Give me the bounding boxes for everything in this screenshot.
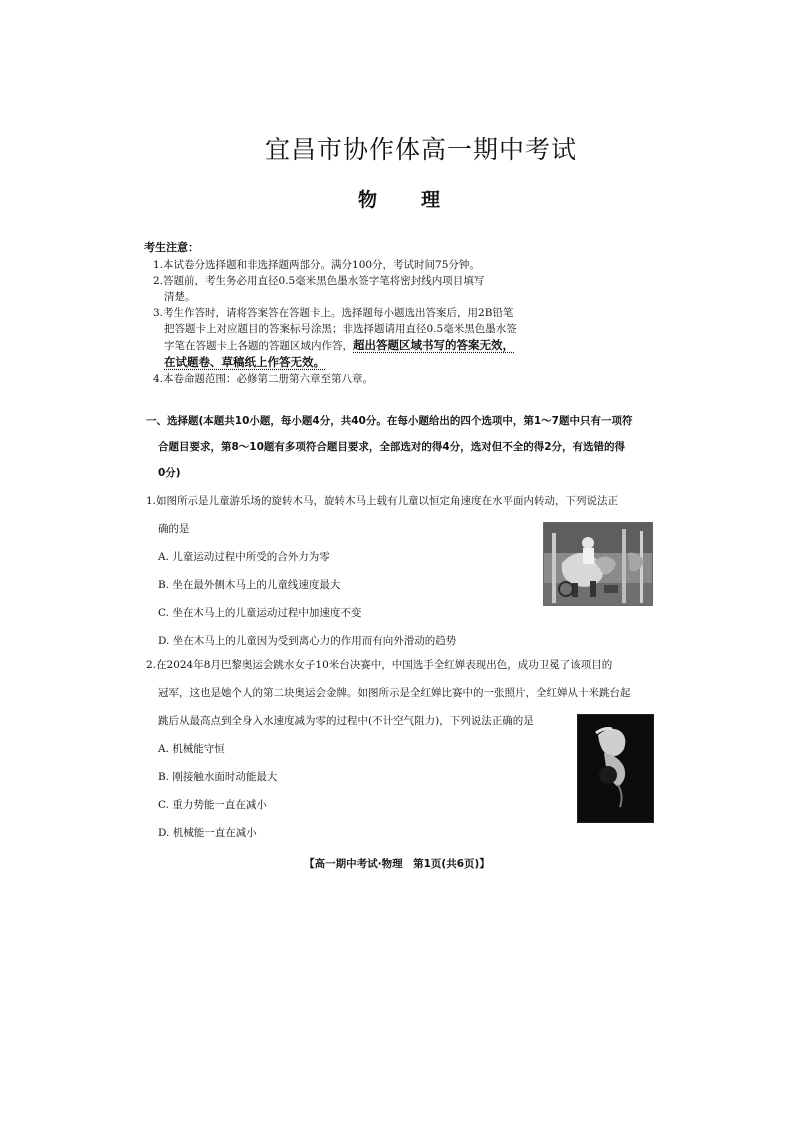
notice-heading: 考生注意： xyxy=(144,241,199,254)
question-2-option-b: B. 刚接触水面时动能最大 xyxy=(158,771,278,783)
subject-title: 物理 xyxy=(357,189,484,211)
question-2-option-a: A. 机械能守恒 xyxy=(158,743,225,755)
question-1-option-a: A. 儿童运动过程中所受的合外力为零 xyxy=(158,551,330,563)
notice-item-3-line3-text: 字笔在答题卡上各题的答题区域内作答， xyxy=(164,340,353,352)
question-1-stem-line1: 1.如图所示是儿童游乐场的旋转木马，旋转木马上载有儿童以恒定角速度在水平面内转动，下列说法正 xyxy=(146,495,619,507)
carousel-photo xyxy=(543,522,653,606)
notice-item-2-line1: 2.答题前，考生务必用直径0.5毫米黑色墨水签字笔将密封线内项目填写 xyxy=(153,275,485,287)
carousel-image xyxy=(544,523,652,605)
question-2-stem-line2: 冠军，这也是她个人的第二块奥运会金牌。如图所示是全红婵比赛中的一张照片，全红婵从十米跳台起 xyxy=(158,687,631,699)
exam-title: 宜昌市协作体高一期中考试 xyxy=(264,135,577,164)
question-2-option-c: C. 重力势能一直在减小 xyxy=(158,799,267,811)
question-2-stem-line3: 跳后从最高点到全身入水速度减为零的过程中(不计空气阻力)，下列说法正确的是 xyxy=(158,715,534,727)
notice-item-2 xyxy=(144,273,564,305)
section-line-3: 0分) xyxy=(158,467,181,479)
notice-item-3-line1: 3.考生作答时，请将答案答在答题卡上。选择题每小题选出答案后，用2B铅笔 xyxy=(153,307,514,319)
notice-item-3-line4 xyxy=(164,354,564,371)
section-line-1: 一、选择题(本题共10小题，每小题4分，共40分。在每小题给出的四个选项中，第1～7题中只有一项符 xyxy=(146,415,633,427)
notice-item-2-line2: 清楚。 xyxy=(164,291,196,303)
question-2-stem-line1: 2.在2024年8月巴黎奥运会跳水女子10米台决赛中，中国选手全红婵表现出色，成功卫冕了该项目的 xyxy=(146,659,613,671)
notice-emphasis-2: 在试题卷、草稿纸上作答无效。 xyxy=(164,355,325,369)
question-1-option-b: B. 坐在最外侧木马上的儿童线速度最大 xyxy=(158,579,341,591)
section-choice-header xyxy=(146,408,666,486)
notice-item-3 xyxy=(144,305,564,371)
notice-emphasis-1: 超出答题区域书写的答案无效， xyxy=(353,338,514,352)
notice-item-4-line1: 4.本卷命题范围：必修第二册第六章至第八章。 xyxy=(153,373,374,385)
question-2-option-d: D. 机械能一直在减小 xyxy=(158,827,257,839)
question-1-option-c: C. 坐在木马上的儿童运动过程中加速度不变 xyxy=(158,607,362,619)
notice-item-1 xyxy=(144,257,564,273)
diver-image xyxy=(578,715,653,822)
section-line-2: 合题目要求，第8～10题有多项符合题目要求，全部选对的得4分，选对但不全的得2分，有选错的得 xyxy=(158,441,626,453)
notice-item-1-line1: 1.本试卷分选择题和非选择题两部分。满分100分，考试时间75分钟。 xyxy=(153,259,480,271)
candidate-notice xyxy=(144,240,564,387)
question-1-option-d: D. 坐在木马上的儿童因为受到离心力的作用而有向外滑动的趋势 xyxy=(158,635,457,647)
page-footer: 【高一期中考试·物理 第1页(共6页)】 xyxy=(304,858,490,870)
notice-item-3-line2: 把答题卡上对应题目的答案标号涂黑；非选择题请用直径0.5毫米黑色墨水签 xyxy=(164,323,517,335)
diver-photo xyxy=(577,714,654,823)
notice-item-3-line3 xyxy=(164,337,564,354)
question-1-stem-line2: 确的是 xyxy=(158,523,190,535)
notice-item-4 xyxy=(144,371,564,387)
